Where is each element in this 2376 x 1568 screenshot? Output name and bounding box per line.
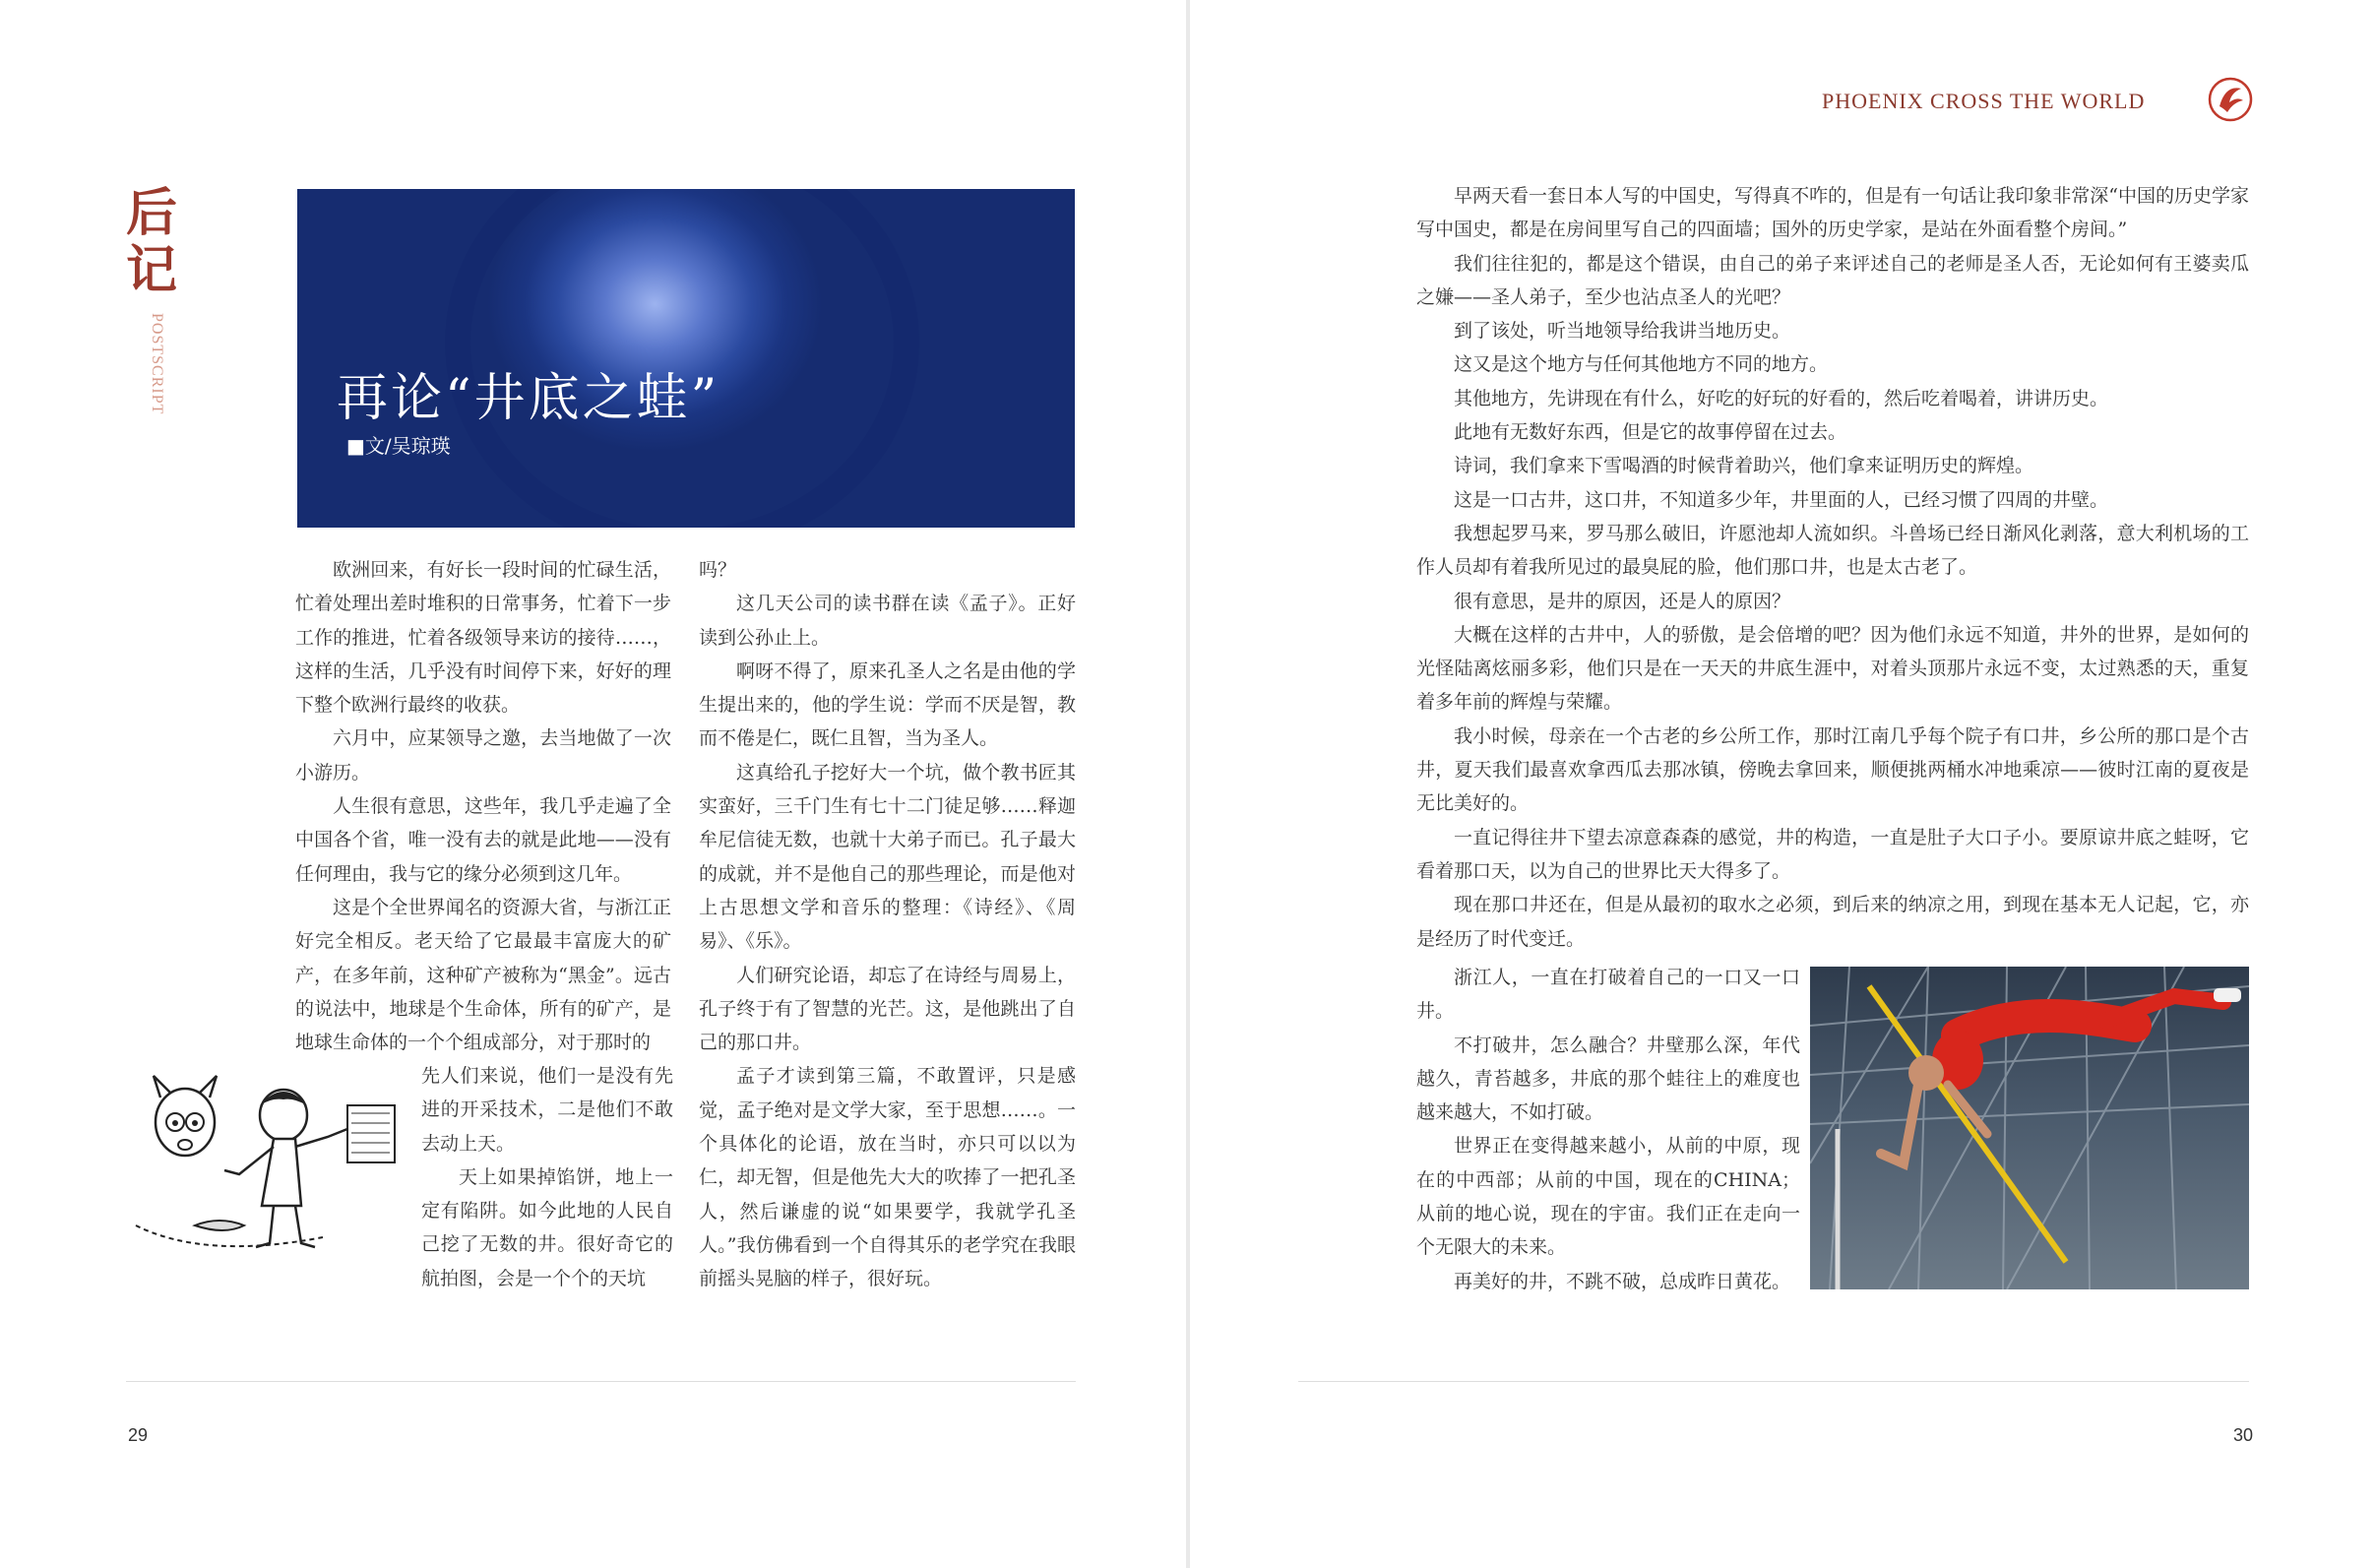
paragraph: 欧洲回来，有好长一段时间的忙碌生活，忙着处理出差时堆积的日常事务，忙着下一步工作的推进，忙着各级领导来访的接待……，这样的生活，几乎没有时间停下来，好好的理下整个欧洲行最终的收获。	[295, 559, 671, 717]
paragraph: 人们研究论语，却忘了在诗经与周易上，孔子终于有了智慧的光芒。这，是他跳出了自己的那口井。	[699, 964, 1076, 1054]
article-column-3	[699, 553, 1076, 1296]
right-page	[1190, 0, 2376, 1568]
paragraph: 啊呀不得了，原来孔圣人之名是由他的学生提出来的，他的学生说：学而不厌是智，教而不倦是仁，既仁且智，当为圣人。	[699, 659, 1076, 750]
pole-vault-athlete-illustration	[1810, 967, 2249, 1289]
page-number: 29	[128, 1425, 149, 1445]
paragraph: 现在那口井还在，但是从最初的取水之必须，到后来的纳凉之用，到现在基本无人记起，它，亦是经历了时代变迁。	[1416, 894, 2249, 950]
paragraph: 这几天公司的读书群在读《孟子》。正好读到公孙止上。	[699, 593, 1076, 649]
page-number: 30	[2233, 1425, 2254, 1445]
paragraph: 诗词，我们拿来下雪喝酒的时候背着助兴，他们拿来证明历史的辉煌。	[1454, 455, 2034, 477]
section-title	[126, 185, 185, 299]
paragraph: 浙江人，一直在打破着自己的一口又一口井。	[1416, 967, 1800, 1023]
article-column-2	[421, 1059, 673, 1295]
paragraph: 到了该处，听当地领导给我讲当地历史。	[1454, 320, 1791, 343]
paragraph: 我小时候，母亲在一个古老的乡公所工作，那时江南几乎每个院子有口井，乡公所的那口是个古井，夏天我们最喜欢拿西瓜去那冰镇，傍晚去拿回来，顺便挑两桶水冲地乘凉——彼时江南的夏夜是无比美好的。	[1416, 724, 2249, 815]
running-header: PHOENIX CROSS THE WORLD	[1822, 89, 2146, 113]
paragraph: 这真给孔子挖好大一个坑，做个教书匠其实蛮好，三千门生有七十二门徒足够……释迦牟尼信徒无数，也就十大弟子而已。孔子最大的成就，并不是他自己的那些理论，而是他对上古思想文学和音乐的整理：《诗经》、《周易》、《乐》。	[699, 761, 1076, 953]
paragraph: 六月中，应某领导之邀，去当地做了一次小游历。	[295, 727, 671, 784]
phoenix-logo	[2208, 77, 2253, 122]
paragraph: 大概在这样的古井中，人的骄傲，是会倍增的吧？因为他们永远不知道，井外的世界，是如何的光怪陆离炫丽多彩，他们只是在一天天的井底生涯中，对着头顶那片永远不变，太过熟悉的天，重复着多年前的辉煌与荣耀。	[1416, 623, 2249, 714]
section-subtitle: POSTSCRIPT	[149, 313, 165, 415]
article-author: ■文/吴琼瑛	[346, 434, 451, 458]
paragraph: 一直记得往井下望去凉意森森的感觉，井的构造，一直是肚子大口子小。要原谅井底之蛙呀，它看着那口天，以为自己的世界比天大得多了。	[1416, 826, 2249, 882]
paragraph: 我想起罗马来，罗马那么破旧，许愿池却人流如织。斗兽场已经日渐风化剥落，意大利机场的工作人员却有着我所见过的最臭屁的脸，他们那口井，也是太古老了。	[1416, 522, 2249, 579]
paragraph: 世界正在变得越来越小，从前的中原，现在的中西部；从前的中国，现在的CHINA；从前的地心说，现在的宇宙。我们正在走向一个无限大的未来。	[1416, 1135, 1800, 1259]
paragraph: 这又是这个地方与任何其他地方不同的地方。	[1454, 353, 1829, 376]
paragraph: 其他地方，先讲现在有什么，好吃的好玩的好看的，然后吃着喝着，讲讲历史。	[1454, 387, 2109, 409]
paragraph: 此地有无数好东西，但是它的故事停留在过去。	[1454, 421, 1847, 444]
cartoon-illustration	[126, 1068, 421, 1265]
paragraph: 不打破井，怎么融合？井壁那么深，年代越久，青苔越多，井底的那个蛙往上的难度也越来越大，不如打破。	[1416, 1034, 1800, 1124]
section-title-char-1: 后	[126, 183, 178, 243]
paragraph: 再美好的井，不跳不破，总成昨日黄花。	[1454, 1270, 1791, 1292]
footer-rule	[126, 1381, 1076, 1382]
article-column-1	[295, 553, 671, 1059]
paragraph: 我们往往犯的，都是这个错误，由自己的弟子来评述自己的老师是圣人否，无论如何有王婆卖瓜之嫌——圣人弟子，至少也沾点圣人的光吧？	[1416, 252, 2249, 308]
paragraph: 人生很有意思，这些年，我几乎走遍了全中国各个省，唯一没有去的就是此地——没有任何理由，我与它的缘分必须到这几年。	[295, 795, 671, 885]
pole-vault-photo	[1810, 967, 2249, 1289]
article-continuation	[1416, 179, 2249, 956]
paragraph: 早两天看一套日本人写的中国史，写得真不咋的，但是有一句话让我印象非常深“中国的历史学家写中国史，都是在房间里写自己的四面墙；国外的历史学家，是站在外面看整个房间。”	[1416, 185, 2249, 241]
left-page	[0, 0, 1186, 1568]
article-title: 再论“井底之蛙”	[337, 369, 720, 428]
article-ending	[1416, 961, 1800, 1298]
paragraph: 吗？	[699, 559, 737, 581]
section-title-char-2: 记	[126, 240, 178, 300]
paragraph: 孟子才读到第三篇，不敢置评，只是感觉，孟子绝对是文学大家，至于思想……。一个具体化的论语，放在当时，亦只可以以为仁，却无智，但是他先大大的吹捧了一把孔圣人，然后谦虚的说“如果要学，我就学孔圣人。”我仿佛看到一个自得其乐的老学究在我眼前摇头晃脑的样子，很好玩。	[699, 1065, 1076, 1290]
hero-image	[297, 189, 1075, 528]
footer-rule	[1298, 1381, 2249, 1382]
paragraph: 这是一口古井，这口井，不知道多少年，井里面的人，已经习惯了四周的井壁。	[1454, 488, 2109, 511]
paragraph: 天上如果掉馅饼，地上一定有陷阱。如今此地的人民自己挖了无数的井。很好奇它的航拍图，会是一个个的天坑	[421, 1165, 673, 1289]
paragraph: 很有意思，是井的原因，还是人的原因？	[1454, 590, 1791, 612]
paragraph: 先人们来说，他们一是没有先进的开采技术，二是他们不敢去动上天。	[421, 1065, 673, 1155]
paragraph: 这是个全世界闻名的资源大省，与浙江正好完全相反。老天给了它最最丰富庞大的矿产，在多年前，这种矿产被称为“黑金”。远古的说法中，地球是个生命体，所有的矿产，是地球生命体的一个个组成部分，对于那时的	[295, 896, 671, 1054]
